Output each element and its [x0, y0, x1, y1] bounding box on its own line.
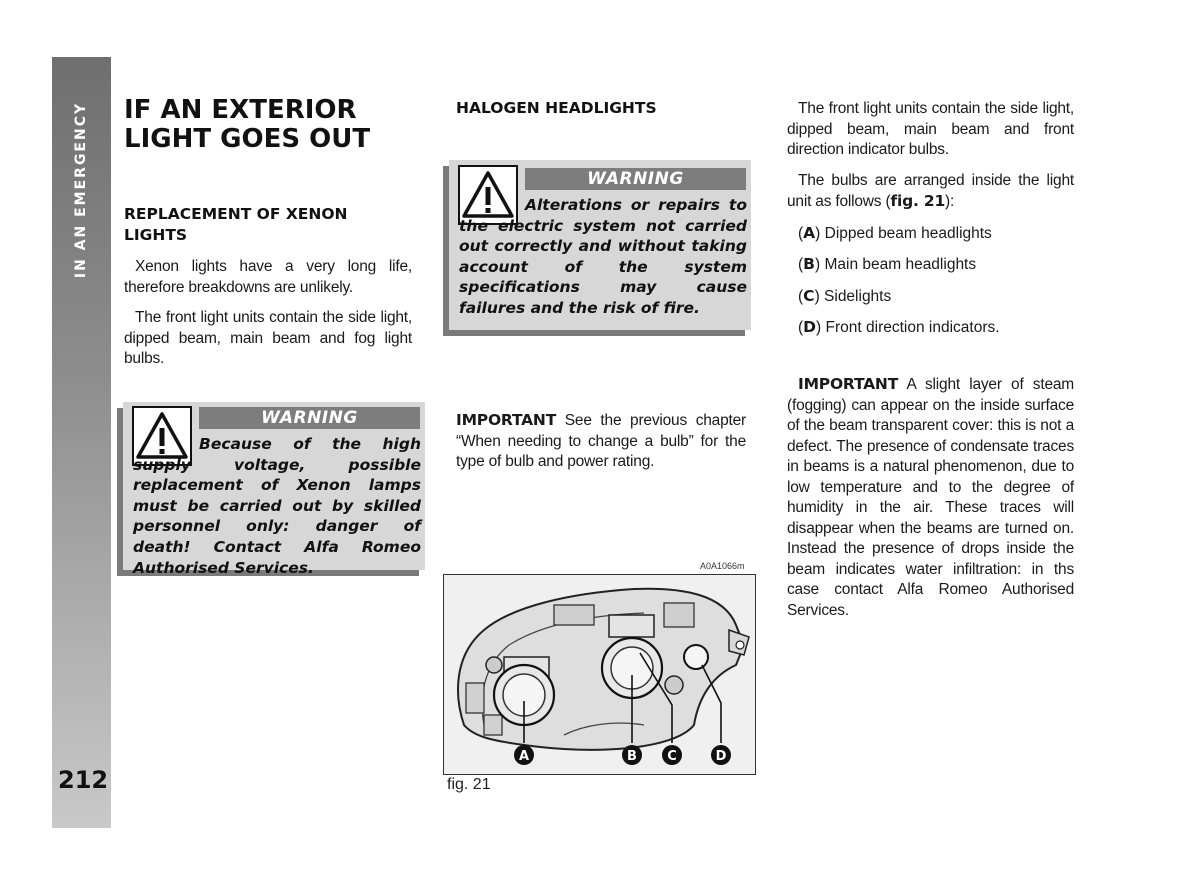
section-label: [58, 100, 104, 280]
halogen-subtitle: HALOGEN HEADLIGHTS: [456, 99, 657, 117]
halogen-important: [456, 410, 746, 473]
important-label: IMPORTANT: [456, 411, 557, 429]
bulb-desc: Main beam headlights: [824, 256, 977, 273]
warning-label: WARNING: [525, 168, 746, 190]
halogen-warning-box: [449, 160, 751, 330]
xenon-text: [124, 257, 412, 370]
important-label: IMPORTANT: [798, 375, 899, 393]
right-important-text: A slight layer of steam (fogging) can appear on the inside surface of the beam transparent cover: this is not a defect. The presence of condensate traces in beams is a natural phenomenon, due to low temperature and to the degree of humidity in the air. These traces will disappear when the beams are turned on. Instead the presence of drops inside the beam indicates water infiltration: in ths case contact Alfa Romeo Authorised Services.: [787, 376, 1074, 619]
bulb-list: [787, 223, 1074, 339]
page-title: IF AN EXTERIOR LIGHT GOES OUT: [124, 95, 371, 154]
right-para-2-end: ):: [945, 193, 955, 210]
list-item: (C) Sidelights: [798, 286, 892, 305]
bulb-desc: Front direction indicators.: [825, 319, 1000, 336]
bulb-letter: C: [803, 286, 815, 305]
list-item: (B) Main beam headlights: [798, 255, 977, 273]
halogen-important-text: See the previous chapter “When needing to change a bulb” for the type of bulb and power rating.: [456, 412, 746, 470]
figure-code: A0A1066m: [700, 561, 745, 571]
bulb-desc: Dipped beam headlights: [824, 224, 992, 242]
halogen-important-para: [456, 410, 746, 473]
marker-b: [622, 745, 642, 765]
list-item: (A) Dipped beam headlights: [798, 223, 992, 242]
headlight-illustration: [444, 575, 755, 774]
right-important-para: [787, 374, 1074, 621]
marker-c-label: C: [667, 749, 677, 764]
marker-d-label: D: [715, 749, 727, 764]
marker-c: [662, 745, 682, 765]
bulb-letter: A: [803, 223, 816, 242]
marker-b-label: B: [627, 749, 637, 764]
warning-label: WARNING: [199, 407, 420, 429]
marker-a-label: A: [518, 749, 530, 764]
xenon-warning-box: [123, 402, 425, 577]
marker-d: [711, 745, 731, 765]
xenon-para-2: The front light units contain the side light, dipped beam, main beam and fog light bulbs.: [124, 309, 412, 367]
marker-a: [514, 745, 534, 765]
headlight-figure: [443, 574, 756, 775]
list-item: (D) Front direction indicators.: [798, 318, 1000, 336]
right-para-2: [787, 171, 1074, 213]
bulb-letter: B: [803, 255, 815, 273]
right-important: [787, 374, 1074, 621]
right-para-2-text: The bulbs are arranged inside the light unit as follows (: [787, 171, 1074, 210]
section-label-text: IN AN EMERGENCY: [73, 101, 89, 279]
right-column: [787, 99, 1074, 349]
right-para-1: The front light units contain the side light, dipped beam, main beam and front direction indicator bulbs.: [787, 100, 1074, 158]
bulb-d-socket: [684, 645, 708, 669]
xenon-para-1: Xenon lights have a very long life, therefore breakdowns are unlikely.: [124, 258, 412, 296]
bulb-letter: D: [803, 318, 817, 336]
figure-caption: fig. 21: [447, 776, 491, 793]
page-number: 212: [58, 766, 109, 794]
xenon-warning-text: Because of the high supply voltage, possible replacement of Xenon lamps must be carried out by skilled personnel only: danger of death! Contact Alfa Romeo Authorised Services.: [133, 435, 421, 577]
halogen-warning-text: Alterations or repairs to the electric system not carried out correctly and without taking account of the system specifications may cause failures and the risk of fire.: [459, 196, 747, 317]
bulb-desc: Sidelights: [824, 287, 892, 305]
xenon-subtitle: REPLACEMENT OF XENON LIGHTS: [124, 205, 348, 244]
fig-reference: fig. 21: [890, 192, 946, 210]
